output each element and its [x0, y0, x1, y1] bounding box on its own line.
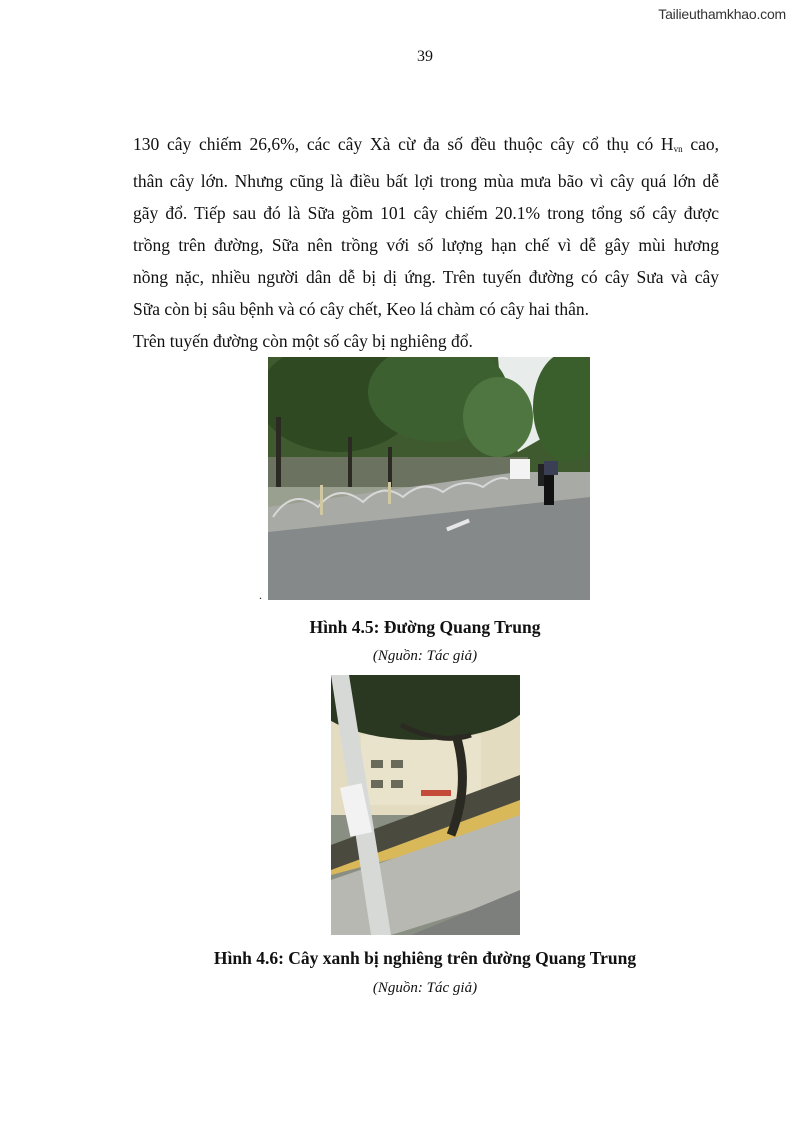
figure-4-6-photo	[331, 675, 520, 935]
stray-mark: .	[259, 588, 262, 602]
paragraph-line: 130 cây chiếm 26,6%, các cây Xà cừ đa số đều thuộc cây cổ thụ có $H_{vn}$ cao,	[133, 134, 719, 154]
paragraph-line: thân cây lớn. Nhưng cũng là điều bất lợi trong mùa mưa bão vì cây quá lớn dễ	[133, 171, 719, 191]
paragraph-second: Trên tuyến đường còn một số cây bị nghiêng đổ.	[133, 331, 473, 351]
paragraph-line: Sữa còn bị sâu bệnh và có cây chết, Keo lá chàm có cây hai thân.	[133, 299, 590, 319]
paragraph	[133, 128, 719, 325]
watermark: Tailieuthamkhao.com	[658, 6, 786, 22]
figure-4-5-photo	[268, 357, 590, 600]
figure-4-6-title: Hình 4.6: Cây xanh bị nghiêng trên đường Quang Trung	[213, 948, 637, 968]
paragraph-line: trồng trên đường, Sữa nên trồng với số lượng hạn chế vì dễ gây mùi hương	[133, 235, 719, 255]
figure-4-6-source: (Nguồn: Tác giả)	[372, 980, 478, 996]
body-text	[133, 128, 719, 357]
paragraph-line: gãy đổ. Tiếp sau đó là Sữa gồm 101 cây chiếm 20.1% trong tổng số cây được	[133, 203, 719, 223]
figure-4-5-source: (Nguồn: Tác giả)	[372, 648, 478, 664]
page-number: 39	[417, 48, 433, 65]
figure-4-5-title: Hình 4.5: Đường Quang Trung	[309, 617, 541, 637]
paragraph-line: nồng nặc, nhiều người dân dễ bị dị ứng. Trên tuyến đường có cây Sưa và cây	[133, 267, 719, 287]
